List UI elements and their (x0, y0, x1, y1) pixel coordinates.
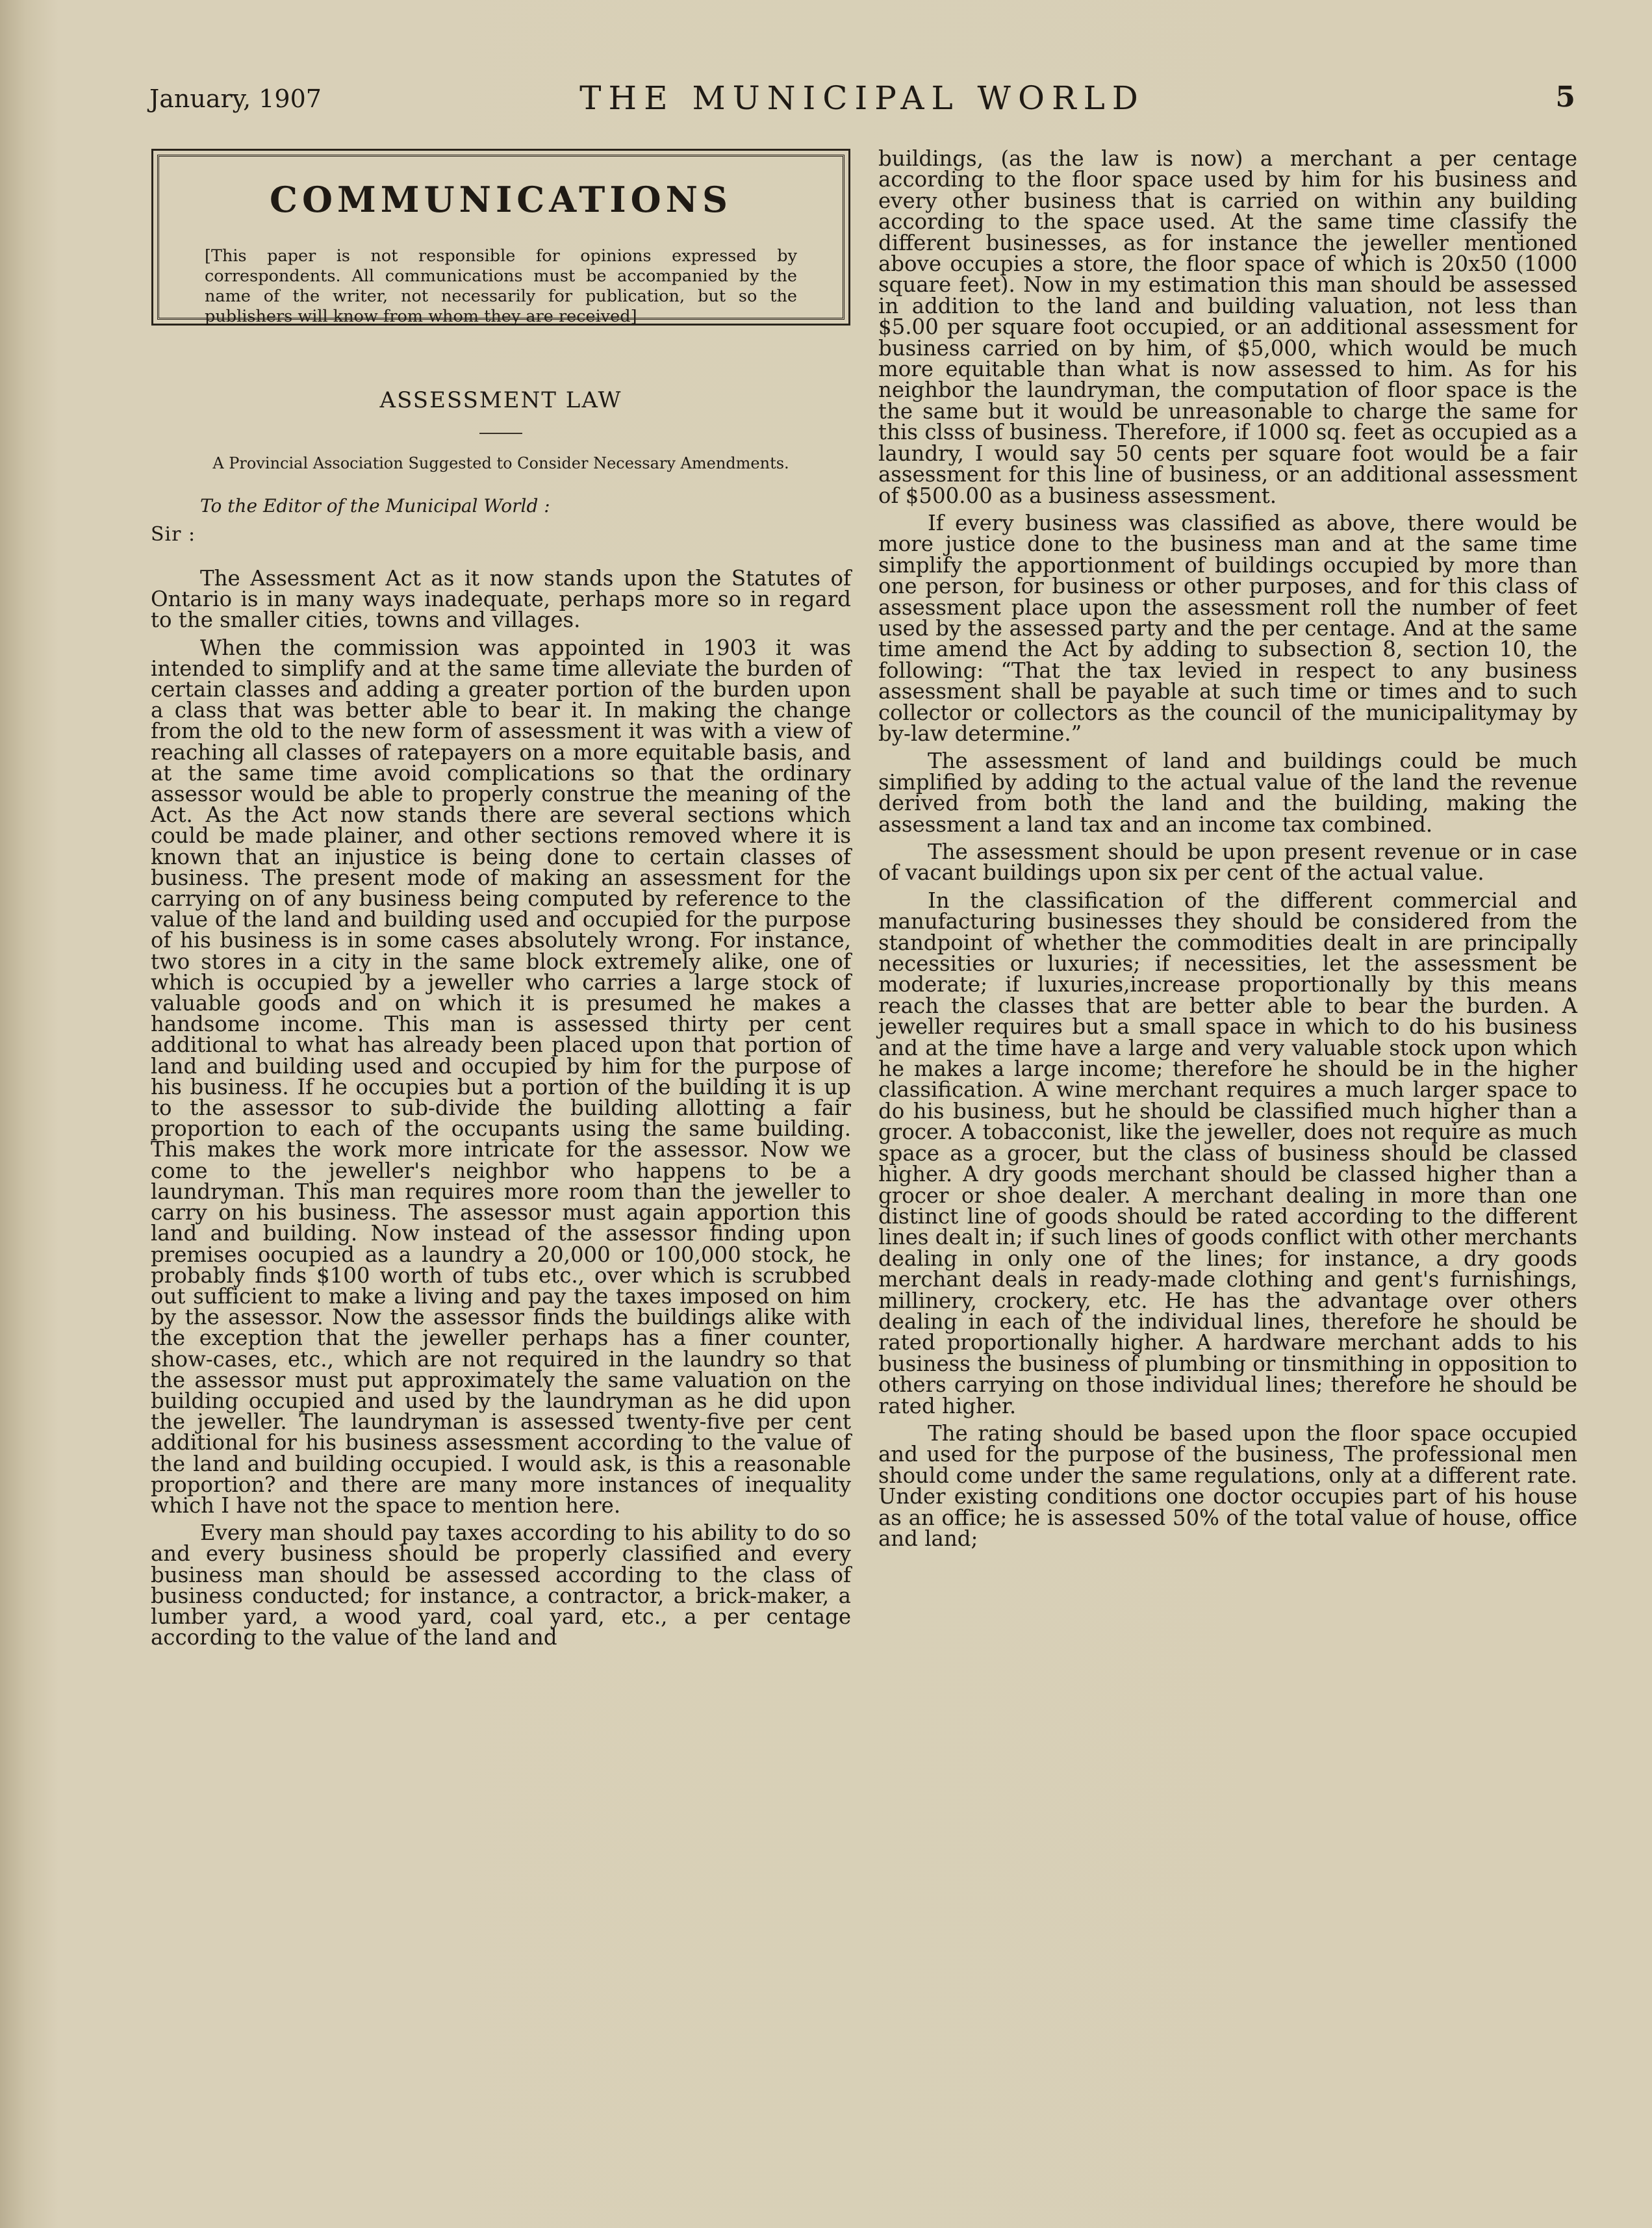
paragraph: In the classification of the different commercial and manufacturing businesses they should be considered from the standpoint of whether the commodities dealt in are principally necessities or luxuries; if necessities, let the assessment be moderate; if luxuries,increase proportionally by this means reach the classes that are better able to bear the burden. A jeweller requires but a small space in which to do his business and at the time have a large and very valuable stock upon which he makes a large income; therefore he should be in the higher classification. A wine merchant requires a much larger space to do his business, but he should be classified much higher than a grocer. A tobacconist, like the jeweller, does not require as much space as a grocer, but the class of business should be classed higher. A dry goods merchant should be classed higher than a grocer or shoe dealer. A merchant dealing in more than one distinct line of goods should be rated according to the different lines dealt in; if such lines of goods conflict with other merchants dealing in only one of the lines; for instance, a dry goods merchant deals in ready-made clothing and gent's furnishings, millinery, crockery, etc. He has the advantage over others dealing in each of the individual lines, therefore he should be rated proportionally higher. A hardware merchant adds to his business the business of plumbing or tinsmithing in opposition to others carrying on those individual lines; therefore he should be rated higher. (878, 888, 1577, 1418)
right-column (878, 148, 1577, 1549)
paragraph: The assessment should be upon present revenue or in case of vacant buildings upon six per cent of the actual value. (878, 839, 1577, 886)
left-body-text (151, 568, 851, 1648)
paragraph: Every man should pay taxes according to his ability to do so and every business should be properly classified and every business man should be assessed according to the class of business conducted; for instance, a contractor, a brick-maker, a lumber yard, a wood yard, coal yard, etc., a per centage according to the value of the land and (151, 1520, 851, 1650)
left-column (151, 148, 851, 1648)
communications-title: COMMUNICATIONS (269, 179, 733, 220)
right-body-text (878, 148, 1577, 1549)
communications-box (157, 155, 845, 326)
salutation: To the Editor of the Municipal World : (200, 495, 550, 517)
issue-date: January, 1907 (149, 84, 322, 113)
salutation-sir: Sir : (151, 523, 196, 546)
paragraph: If every business was classified as above, there would be more justice done to the business man and at the same time simplify the apportionment of buildings occupied by more than one person, for business or other purposes, and for this class of assessment place upon the assessment roll the number of feet used by the assessed party and the per centage. And at the same time amend the Act by adding to subsection 8, section 10, the following: “That the tax levied in respect to any business assessment shall be payable at such time or times and to such collector or collectors as the council of the municipalitymay by by-law determine.” (878, 510, 1577, 746)
article-subtitle: A Provincial Association Suggested to Consider Necessary Amendments. (212, 454, 789, 472)
publication-title: THE MUNICIPAL WORLD (579, 79, 1145, 117)
page-header (149, 79, 1575, 125)
paragraph: The Assessment Act as it now stands upon the Statutes of Ontario is in many ways inadequate, perhaps more so in regard to the smaller cities, towns and villages. (151, 566, 851, 633)
paragraph: The rating should be based upon the floor space occupied and used for the purpose of the business, The professional men should come under the same regulations, only at a different rate. Under existing conditions one doctor occupies part of his house as an office; he is assessed 50% of the total value of house, office and land; (878, 1420, 1577, 1551)
page-number: 5 (1555, 81, 1575, 114)
paragraph: The assessment of land and buildings could be much simplified by adding to the actual value of the land the revenue derived from both the land and the building, making the assessment a land tax and an income tax combined. (878, 749, 1577, 837)
communications-note: [This paper is not responsible for opinions expressed by correspondents. All communications must be accompanied by the name of the writer, not necessarily for publication, but so the publishers will know from whom they are received] (205, 246, 797, 326)
paragraph: When the commission was appointed in 1903 it was intended to simplify and at the same time alleviate the burden of certain classes and adding a greater portion of the burden upon a class that was better able to bear it. In making the change from the old to the new form of assessment it was with a view of reaching all classes of ratepayers on a more equitable basis, and at the same time avoid complications so that the ordinary assessor would be able to properly construe the meaning of the Act. As the Act now stands there are several sections which could be made plainer, and other sections removed where it is known that an injustice is being done to certain classes of business. The present mode of making an assessment for the carrying on of any business being computed by reference to the value of the land and building used and occupied for the purpose of his business is in some cases absolutely wrong. For instance, two stores in a city in the same block extremely alike, one of which is occupied by a jeweller who carries a large stock of valuable goods and on which it is presumed he makes a handsome income. This man is assessed thirty per cent additional to what has already been placed upon that portion of land and building used and occupied by him for the purpose of his business. If he occupies but a portion of the building it is up to the assessor to sub-divide the building allotting a fair proportion to each of the occupants using the same building. This makes the work more intricate for the assessor. Now we come to the jeweller's neighbor who happens to be a laundryman. This man requires more room than the jeweller to carry on his business. The assessor must again apportion this land and building. Now instead of the assessor finding upon premises oocupied as a laundry a 20,000 or 100,000 stock, he probably finds $100 worth of tubs etc., over which is scrubbed out sufficient to make a living and pay the taxes imposed on him by the assessor. Now the assessor finds the buildings alike with the exception that the jeweller perhaps has a finer counter, show-cases, etc., which are not required in the laundry so that the assessor must put approximately the same valuation on the building occupied and used by the laundryman as he did upon the jeweller. The laundryman is assessed twenty-five per cent additional for his business assessment according to the value of the land and building occupied. I would ask, is this a reasonable proportion? and there are many more instances of inequality which I have not the space to mention here. (151, 635, 851, 1518)
article-title: ASSESSMENT LAW (379, 387, 622, 413)
title-divider (479, 433, 522, 434)
paragraph: buildings, (as the law is now) a merchant a per centage according to the floor space used by him for his business and every other business that is carried on within any building according to the space used. At the same time classify the different businesses, as for instance the jeweller mentioned above occupies a store, the floor space of which is 20x50 (1000 square feet). Now in my estimation this man should be assessed in addition to the land and building valuation, not less than $5.00 per square foot occupied, or an additional assessment for business carried on by him, of $5,000, which would be much more equitable than what is now assessed to him. As for his neighbor the laundryman, the computation of floor space is the the same but it would be unreasonable to charge the same for this clsss of business. Therefore, if 1000 sq. feet as occupied as a laundry, I would say 50 cents per square foot would be a fair assessment for this line of business, or an additional assessment of $500.00 as a business assessment. (878, 146, 1577, 508)
